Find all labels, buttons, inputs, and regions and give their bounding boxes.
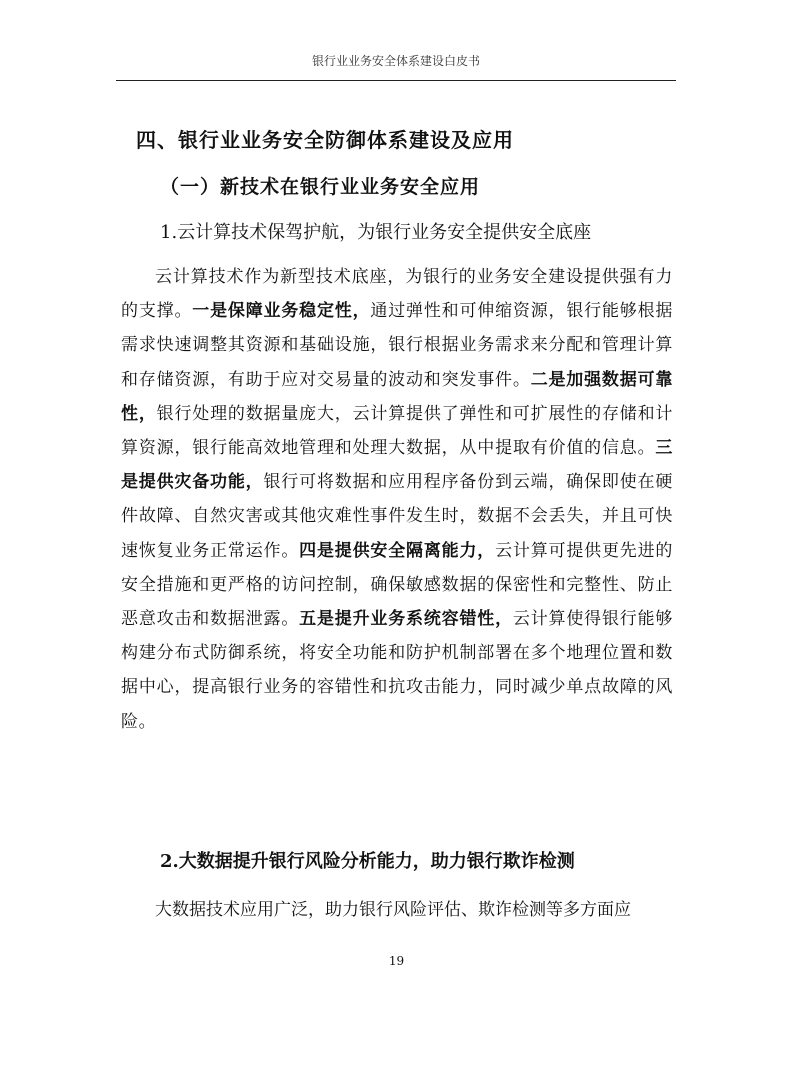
item-1-heading	[160, 218, 591, 244]
point-5-text: 云计算使得银行能够构建分布式防御系统，将安全功能和防护机制部署在多个地理位置和数据中心，提高银行业务的容错性和抗攻击能力，同时减少单点故障的风险。	[121, 609, 674, 732]
section-heading: 四、银行业业务安全防御体系建设及应用	[136, 128, 514, 152]
point-3-lead: 三是提供灾备功能，	[121, 438, 673, 493]
point-3-text: 银行可将数据和应用程序备份到云端，确保即使在硬件故障、自然灾害或其他灾难性事件发生时，数据不会丢失，并且可快速恢复业务正常运作。	[121, 472, 673, 561]
point-2-text: 银行处理的数据量庞大，云计算提供了弹性和可扩展性的存储和计算资源，银行能高效地管理和处理大数据，从中提取有价值的信息。	[121, 403, 674, 459]
item-2-number: 2.	[160, 851, 179, 872]
point-1-lead: 一是保障业务稳定性，	[192, 301, 371, 322]
running-header: 银行业业务安全体系建设白皮书	[311, 54, 480, 68]
item-2-heading	[160, 847, 575, 873]
subsection-heading: （一）新技术在银行业业务安全应用	[160, 176, 481, 198]
header-divider	[116, 80, 676, 81]
item-1-intro: 云计算技术作为新型技术底座，为银行的业务安全建设提供强有力的支撑。	[121, 267, 673, 322]
point-5-lead: 五是提升业务系统容错性，	[299, 609, 513, 630]
item-2-paragraph: 大数据技术应用广泛，助力银行风险评估、欺诈检测等多方面应	[155, 900, 631, 920]
point-4-text: 云计算可提供更先进的安全措施和更严格的访问控制，确保敏感数据的保密性和完整性、防止恶意攻击和数据泄露。	[121, 540, 674, 630]
item-1-paragraph	[121, 260, 673, 739]
item-1-number: 1.	[160, 222, 178, 243]
point-2-lead: 二是加强数据可靠性，	[121, 369, 673, 424]
item-1-title: 云计算技术保驾护航，为银行业务安全提供安全底座	[177, 222, 592, 243]
point-1-text: 通过弹性和可伸缩资源，银行能够根据需求快速调整其资源和基础设施，银行根据业务需求来分配和管理计算和存储资源，有助于应对交易量的波动和突发事件。	[121, 301, 674, 390]
page-number: 19	[388, 954, 405, 968]
point-4-lead: 四是提供安全隔离能力，	[299, 540, 496, 561]
item-2-title: 大数据提升银行风险分析能力，助力银行欺诈检测	[178, 851, 575, 872]
